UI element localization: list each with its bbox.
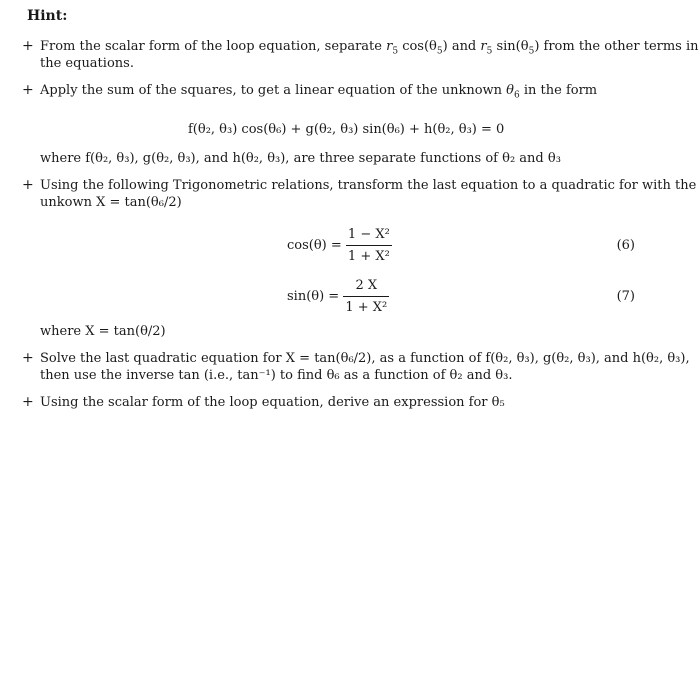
where-x-definition: where X = tan(θ/2): [40, 324, 166, 339]
bullet-marker: +: [22, 350, 34, 366]
equation-7: [287, 277, 389, 316]
bullet-marker: +: [22, 177, 34, 193]
eq7-denominator: 1 + X²: [345, 300, 388, 315]
hint-item-3-line-1: Using the following Trigonometric relations, transform the last equation to a quadratic for with the: [40, 178, 697, 193]
hint-item-1-line-1: From the scalar form of the loop equation, separate $r_5$ $\cos(\theta_5)$ and $r_5$ $\sin(\theta_5)$ from the other terms in: [40, 39, 699, 57]
eq6-lhs: cos(θ) =: [287, 238, 342, 253]
eq7-numerator: 2 X: [343, 277, 389, 297]
where-functions-text: where f(θ₂, θ₃), g(θ₂, θ₃), and h(θ₂, θ₃), are three separate functions of θ₂ and θ₃: [40, 151, 561, 166]
equation-6-number: (6): [616, 238, 635, 253]
hint-item-1-line-2: the equations.: [40, 56, 134, 71]
bullet-marker: +: [22, 394, 34, 410]
eq6-fraction: [346, 226, 392, 265]
eq7-lhs: sin(θ) =: [287, 289, 340, 304]
hint-item-4-line-2: then use the inverse tan (i.e., tan⁻¹) to find θ₆ as a function of θ₂ and θ₃.: [40, 368, 513, 383]
hint-item-4-line-1: Solve the last quadratic equation for X = tan(θ₆/2), as a function of f(θ₂, θ₃), g(θ₂, θ₃), and h(θ₂, θ₃),: [40, 351, 690, 366]
bullet-marker: +: [22, 82, 34, 98]
equation-7-number: (7): [616, 289, 635, 304]
eq6-denominator: 1 + X²: [347, 249, 390, 264]
eq6-numerator: 1 − X²: [346, 226, 392, 246]
hint-item-2: Apply the sum of the squares, to get a linear equation of the unknown $\theta_6$ in the form: [40, 83, 598, 101]
hint-item-5: Using the scalar form of the loop equation, derive an expression for θ₅: [40, 395, 505, 410]
equation-6: [287, 226, 392, 265]
eq7-fraction: [343, 277, 389, 316]
hint-item-3-line-2: unkown X = tan(θ₆/2): [40, 195, 182, 210]
equation-main: f(θ₂, θ₃) cos(θ₆) + g(θ₂, θ₃) sin(θ₆) + h(θ₂, θ₃) = 0: [188, 122, 505, 137]
bullet-marker: +: [22, 38, 34, 54]
hint-heading: Hint:: [27, 8, 68, 24]
